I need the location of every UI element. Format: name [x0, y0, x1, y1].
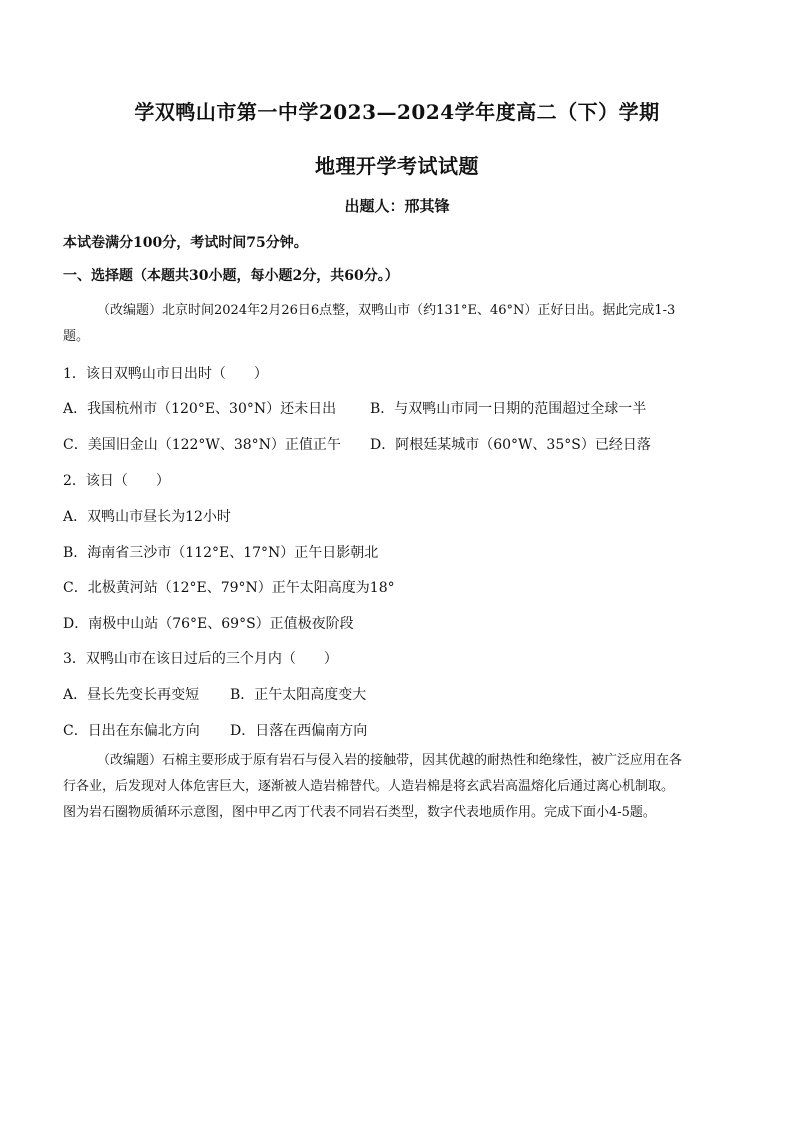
- exam-note: 本试卷满分100分，考试时间75分钟。: [63, 235, 308, 251]
- question-2-stem: 2．该日（ ）: [63, 473, 170, 489]
- question-2-option-b: B．海南省三沙市（112°E、17°N）正午日影朝北: [63, 545, 379, 561]
- exam-title-line2: 地理开学考试试题: [315, 154, 479, 178]
- exam-title-line1: 学双鸭山市第一中学2023—2024学年度高二（下）学期: [134, 100, 660, 124]
- question-1-option-c: C．美国旧金山（122°W、38°N）正值正午: [63, 437, 341, 453]
- question-2-option-d: D．南极中山站（76°E、69°S）正值极夜阶段: [63, 616, 354, 632]
- question-3-option-c: C．日出在东偏北方向: [63, 723, 200, 739]
- question-3-option-b: B．正午太阳高度变大: [230, 687, 367, 703]
- question-3-option-a: A．昼长先变长再变短: [63, 687, 200, 703]
- passage-2-line-3: 图为岩石圈物质循环示意图，图中甲乙丙丁代表不同岩石类型，数字代表地质作用。完成下面小4-5题。: [63, 805, 656, 820]
- section-heading: 一、选择题（本题共30小题，每小题2分，共60分。）: [63, 268, 399, 284]
- question-2-option-c: C．北极黄河站（12°E、79°N）正午太阳高度为18°: [63, 580, 395, 596]
- question-2-option-a: A．双鸭山市昼长为12小时: [63, 509, 231, 525]
- question-1-option-d: D．阿根廷某城市（60°W、35°S）已经日落: [370, 437, 651, 453]
- question-1-stem: 1．该日双鸭山市日出时（ ）: [63, 366, 268, 382]
- question-3-option-d: D．日落在西偏南方向: [230, 723, 368, 739]
- exam-author: 出题人：邢其锋: [344, 197, 450, 215]
- passage-2-line-1: （改编题）石棉主要形成于原有岩石与侵入岩的接触带，因其优越的耐热性和绝缘性，被广泛应用在各: [97, 753, 683, 768]
- passage-2-line-2: 行各业，后发现对人体危害巨大，逐渐被人造岩棉替代。人造岩棉是将玄武岩高温熔化后通过离心机制取。: [63, 779, 675, 794]
- question-1-option-a: A．我国杭州市（120°E、30°N）还未日出: [63, 401, 337, 417]
- passage-1-line-1: （改编题）北京时间2024年2月26日6点整，双鸭山市（约131°E、46°N）正好日出。据此完成1-3: [97, 303, 676, 318]
- passage-1-line-2: 题。: [63, 329, 90, 344]
- question-3-stem: 3．双鸭山市在该日过后的三个月内（ ）: [63, 651, 338, 667]
- question-1-option-b: B．与双鸭山市同一日期的范围超过全球一半: [370, 401, 647, 417]
